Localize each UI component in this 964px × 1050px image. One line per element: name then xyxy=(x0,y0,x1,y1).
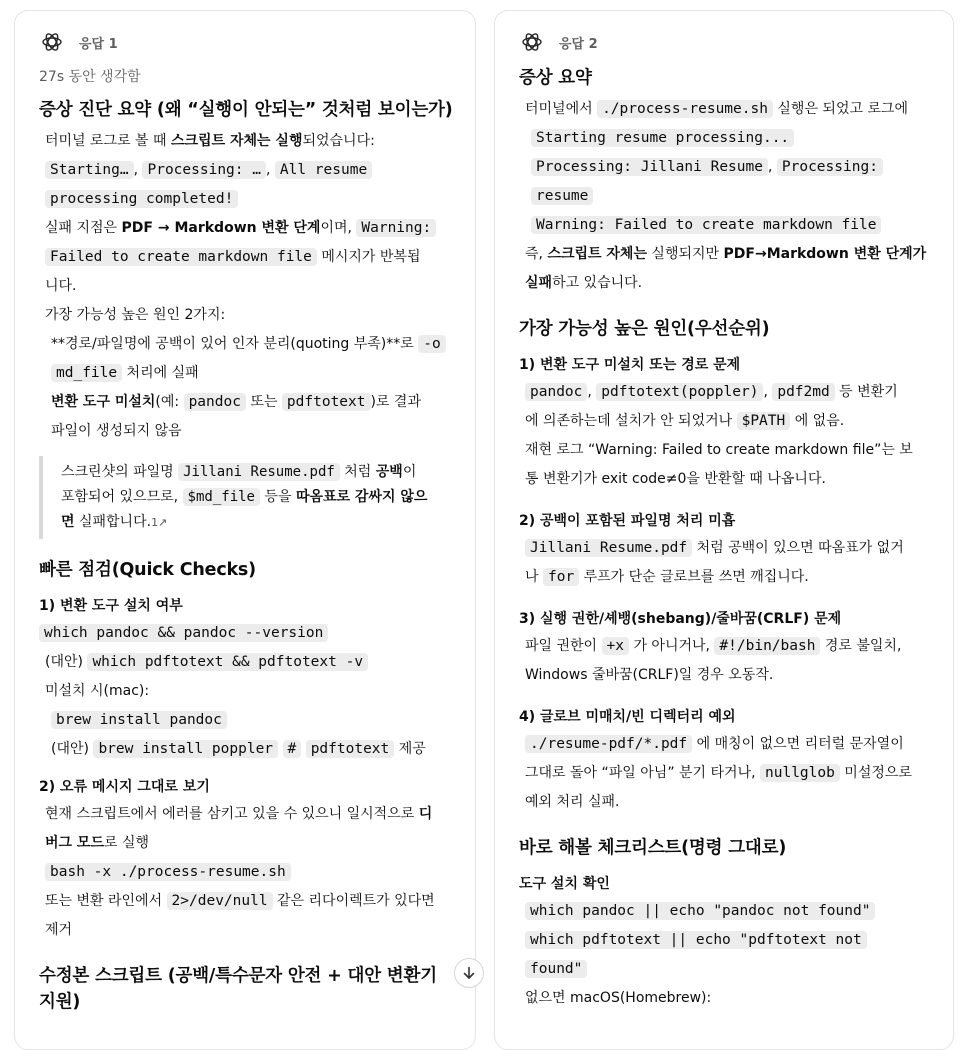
inline-code: Starting… xyxy=(45,161,134,179)
text: 실행은 되었고 로그에 xyxy=(772,101,909,117)
text-bold: 면 xyxy=(61,514,75,530)
inline-code: bash -x ./process-resume.sh xyxy=(45,863,291,881)
section-heading: 빠른 점검(Quick Checks) xyxy=(39,560,256,580)
text: 니다. xyxy=(45,278,77,294)
section-heading: 가장 가능성 높은 원인(우선순위) xyxy=(519,319,770,339)
inline-code: resume xyxy=(531,187,593,205)
text: 처럼 xyxy=(339,464,376,480)
text: 되었습니다: xyxy=(302,133,375,149)
text: (대안) xyxy=(45,654,88,670)
subsection-heading: 4) 글로브 미매치/빈 디렉터리 예외 xyxy=(519,709,736,725)
text: 수정본 스크립트 (공백/특수문자 안전 + 대안 변환기 xyxy=(39,966,437,986)
section-heading: 바로 해볼 체크리스트(명령 그대로) xyxy=(519,838,787,858)
text: 경로 불일치, xyxy=(820,638,902,654)
text: 메시지가 반복됩 xyxy=(316,249,421,265)
text: 터미널 로그로 볼 때 xyxy=(45,133,171,149)
inline-code: pandoc xyxy=(184,393,246,411)
inline-code: +x xyxy=(602,637,629,655)
text: 파일 권한이 xyxy=(525,638,602,654)
response-2-panel: 응답 2 증상 요약 터미널에서 ./process-resume.sh 실행은 되었고 로그에 Starting resume processing... Processing: Jillani Resume , Processing: resume Warning: Failed to create markdown file 즉, 스크립트 자체는 실행되지만 PDF→Markdown 변환 단계가 실패하고 있습니다. 가장 가능성 높은 원인(우선순위) 1) 변환 도구 미설치 또는 경로 문제 pandoc , pdftotext(poppler) , pdf2md 등 변환기 에 의존하는데 설치가 안 되었거나 $PATH 에 없음. 재현 로그 “Warning: Failed to create markdown file”는 보 통 변환기가 exit code≠0을 반환할 때 나옵니다. 2) 공백이 포함된 파일명 처리 미흡 Jillani Resume.pdf 처럼 공백이 있으면 따옴표가 없거 나 for 루프가 단순 글로브를 쓰면 깨집니다. 3) 실행 권한/셰뱅(shebang)/줄바꿈(CRLF) 문제 파일 권한이 +x 가 아니거나, #!/bin/bash 경로 불일치, Windows 줄바꿈(CRLF)일 경우 오동작. 4) 글로브 미매치/빈 디렉터리 예외 ./resume-pdf/*.pdf 에 매칭이 없으면 리터럴 문자열이 그대로 돌아 “파일 아님” 분기 타거나, nullglob 미설정으로 예외 처리 실패. 바로 해볼 체크리스트(명령 그대로) 도구 설치 확인 which pandoc || echo "pandoc not found" which pdftotext || echo "pdftotext not found" 없으면 macOS(Homebrew): xyxy=(494,10,954,1050)
inline-code: for xyxy=(543,568,579,586)
response-1-header xyxy=(39,25,457,59)
text: 미설치 시(mac): xyxy=(45,683,150,699)
inline-code: pdftotext(poppler) xyxy=(596,383,763,401)
inline-code: which pandoc && pandoc --version xyxy=(39,624,328,642)
text: 로 실행 xyxy=(103,835,150,851)
inline-code: #!/bin/bash xyxy=(714,637,820,655)
text-bold: 디 xyxy=(418,806,433,822)
openai-logo-icon xyxy=(39,29,65,55)
inline-code: processing completed! xyxy=(45,190,238,208)
response-2-header xyxy=(519,25,937,59)
inline-code: Warning: xyxy=(356,219,436,237)
text: )로 결과 xyxy=(370,394,421,410)
text-bold: PDF→Markdown 변환 단계가 xyxy=(723,246,927,262)
text: 에 매칭이 없으면 리터럴 문자열이 xyxy=(692,736,904,752)
text-bold: 공백 xyxy=(375,464,403,480)
text: 또는 변환 라인에서 xyxy=(45,893,167,909)
text: 포함되어 있으므로, xyxy=(61,489,183,505)
response-label: 응답 2 xyxy=(559,36,598,52)
inline-code: pdftotext xyxy=(306,740,395,758)
text-bold: 버그 모드 xyxy=(45,835,104,851)
text-bold: 변환 도구 미설치 xyxy=(51,394,156,410)
text: 에 의존하는데 설치가 안 되었거나 xyxy=(525,413,737,429)
openai-logo-icon xyxy=(519,29,545,55)
text: 터미널에서 xyxy=(525,101,598,117)
text: 등을 xyxy=(259,489,296,505)
inline-code: brew install pandoc xyxy=(51,711,227,729)
text: (대안) xyxy=(51,741,94,757)
text: 실패합니다. xyxy=(74,514,152,530)
subsection-heading: 2) 오류 메시지 그대로 보기 xyxy=(39,779,210,795)
text: **경로/파일명에 공백이 있어 인자 분리(quoting 부족)**로 xyxy=(51,336,419,352)
subsection-heading: 1) 변환 도구 설치 여부 xyxy=(39,598,183,614)
subsection-heading: 2) 공백이 포함된 파일명 처리 미흡 xyxy=(519,513,736,529)
text: 예외 처리 실패. xyxy=(525,794,620,810)
blockquote xyxy=(39,456,457,539)
inline-code: found" xyxy=(525,960,587,978)
inline-code: ./resume-pdf/*.pdf xyxy=(525,735,692,753)
section-heading: 증상 진단 요약 (왜 “실행이 안되는” 것처럼 보이는가) xyxy=(39,100,453,120)
text: 하고 있습니다. xyxy=(552,275,643,291)
text: 지원) xyxy=(39,992,81,1012)
text: 실행되지만 xyxy=(646,246,724,262)
scroll-to-bottom-button[interactable] xyxy=(454,958,484,988)
inline-code: All resume xyxy=(275,161,372,179)
inline-code: Starting resume processing... xyxy=(531,129,794,147)
subsection-heading: 1) 변환 도구 미설치 또는 경로 문제 xyxy=(519,357,741,373)
text: 루프가 단순 글로브를 쓰면 깨집니다. xyxy=(579,569,809,585)
inline-code: Warning: Failed to create markdown file xyxy=(531,216,881,234)
inline-code: md_file xyxy=(51,364,122,382)
section-heading xyxy=(39,963,457,1015)
response-1-panel: 응답 1 27s 동안 생각함 증상 진단 요약 (왜 “실행이 안되는” 것처럼 보이는가) 터미널 로그로 볼 때 스크립트 자체는 실행되었습니다: Starting… , Processing: … , All resume processing completed! 실패 지점은 PDF → Markdown 변환 단계이며, Warning: Failed to create markdown file 메시지가 반복됩 니다. 가장 가능성 높은 원인 2가지: **경로/파일명에 공백이 있어 인자 분리(quoting 부족)**로 -o md_file 처리에 실패 변환 도구 미설치(예: pandoc 또는 pdftotext )로 결과 파일이 생성되지 않음 스크린샷의 파일명 Jillani Resume.pdf 처럼 공백이 포함되어 있으므로, $md_file 등을 따옴표로 감싸지 않으 면 실패합니다.1↗ 빠른 점검(Quick Checks) 1) 변환 도구 설치 여부 which pandoc && pandoc --version (대안) which pdftotext && pdftotext -v 미설치 시(mac): brew install pandoc (대안) brew install poppler # pdftotext 제공 2) 오류 메시지 그대로 보기 현재 스크립트에서 에러를 삼키고 있을 수 있으니 일시적으로 디 버그 모드로 실행 bash -x ./process-resume.sh 또는 변환 라인에서 2>/dev/null 같은 리다이렉트가 있다면 제거 수정본 스크립트 (공백/특수문자 안전 + 대안 변환기 지원) xyxy=(14,10,476,1050)
inline-code: 2>/dev/null xyxy=(167,892,273,910)
text: 제공 xyxy=(394,741,426,757)
text: 에 없음. xyxy=(790,413,845,429)
text-bold: 실패 xyxy=(525,275,553,291)
inline-code: pdf2md xyxy=(772,383,834,401)
text-bold: 따옴표로 감싸지 않으 xyxy=(295,489,428,505)
text: 즉, xyxy=(525,246,548,262)
text: 미설정으로 xyxy=(839,765,912,781)
citation-link[interactable]: 1↗ xyxy=(151,516,168,529)
text: 등 변환기 xyxy=(834,384,898,400)
inline-code: Jillani Resume.pdf xyxy=(178,463,340,481)
text: 스크린샷의 파일명 xyxy=(61,464,179,480)
text: 파일이 생성되지 않음 xyxy=(51,423,182,439)
inline-code: pdftotext xyxy=(282,393,371,411)
inline-code: -o xyxy=(418,335,445,353)
text: 제거 xyxy=(45,922,73,938)
response-label: 응답 1 xyxy=(79,36,118,52)
inline-code: which pandoc || echo "pandoc not found" xyxy=(525,902,875,920)
inline-code: Processing: … xyxy=(142,161,266,179)
thinking-time[interactable]: 27s 동안 생각함 xyxy=(39,69,141,85)
text: (예: xyxy=(155,394,184,410)
inline-code: Processing: Jillani Resume xyxy=(531,158,768,176)
text: 이며, xyxy=(320,220,357,236)
text: 처리에 실패 xyxy=(122,365,199,381)
inline-code: Failed to create markdown file xyxy=(45,248,317,266)
inline-code: $md_file xyxy=(183,488,260,506)
text: 없으면 macOS(Homebrew): xyxy=(525,990,712,1006)
inline-code: # xyxy=(283,740,302,758)
section-heading: 증상 요약 xyxy=(519,68,592,88)
inline-code: which pdftotext || echo "pdftotext not xyxy=(525,931,867,949)
text: 그대로 돌아 “파일 아님” 분기 타거나, xyxy=(525,765,760,781)
text: 가 아니거나, xyxy=(629,638,715,654)
text: 통 변환기가 exit code≠0을 반환할 때 나옵니다. xyxy=(525,471,826,487)
text: 실패 지점은 xyxy=(45,220,122,236)
text: 같은 리다이렉트가 있다면 xyxy=(272,893,435,909)
inline-code: $PATH xyxy=(737,412,791,430)
text: 이 xyxy=(402,464,417,480)
inline-code: Processing: xyxy=(777,158,883,176)
inline-code: Jillani Resume.pdf xyxy=(525,539,692,557)
text: 현재 스크립트에서 에러를 삼키고 있을 수 있으니 일시적으로 xyxy=(45,806,419,822)
text: 재현 로그 “Warning: Failed to create markdown file”는 보 xyxy=(525,442,913,458)
text: 처럼 공백이 있으면 따옴표가 없거 xyxy=(692,540,904,556)
text: 가장 가능성 높은 원인 2가지: xyxy=(45,307,226,323)
text: Windows 줄바꿈(CRLF)일 경우 오동작. xyxy=(525,667,774,683)
text-bold: 스크립트 자체는 실행 xyxy=(171,133,303,149)
subsection-heading: 3) 실행 권한/셰뱅(shebang)/줄바꿈(CRLF) 문제 xyxy=(519,611,842,627)
text-bold: 스크립트 자체는 xyxy=(547,246,647,262)
arrow-down-icon xyxy=(461,965,477,981)
inline-code: brew install poppler xyxy=(93,740,278,758)
inline-code: nullglob xyxy=(760,764,840,782)
text: 나 xyxy=(525,569,543,585)
text-bold: PDF → Markdown 변환 단계 xyxy=(121,220,321,236)
inline-code: pandoc xyxy=(525,383,587,401)
inline-code: which pdftotext && pdftotext -v xyxy=(87,653,368,671)
inline-code: ./process-resume.sh xyxy=(597,100,773,118)
text: 또는 xyxy=(245,394,282,410)
subsection-heading: 도구 설치 확인 xyxy=(519,876,610,892)
